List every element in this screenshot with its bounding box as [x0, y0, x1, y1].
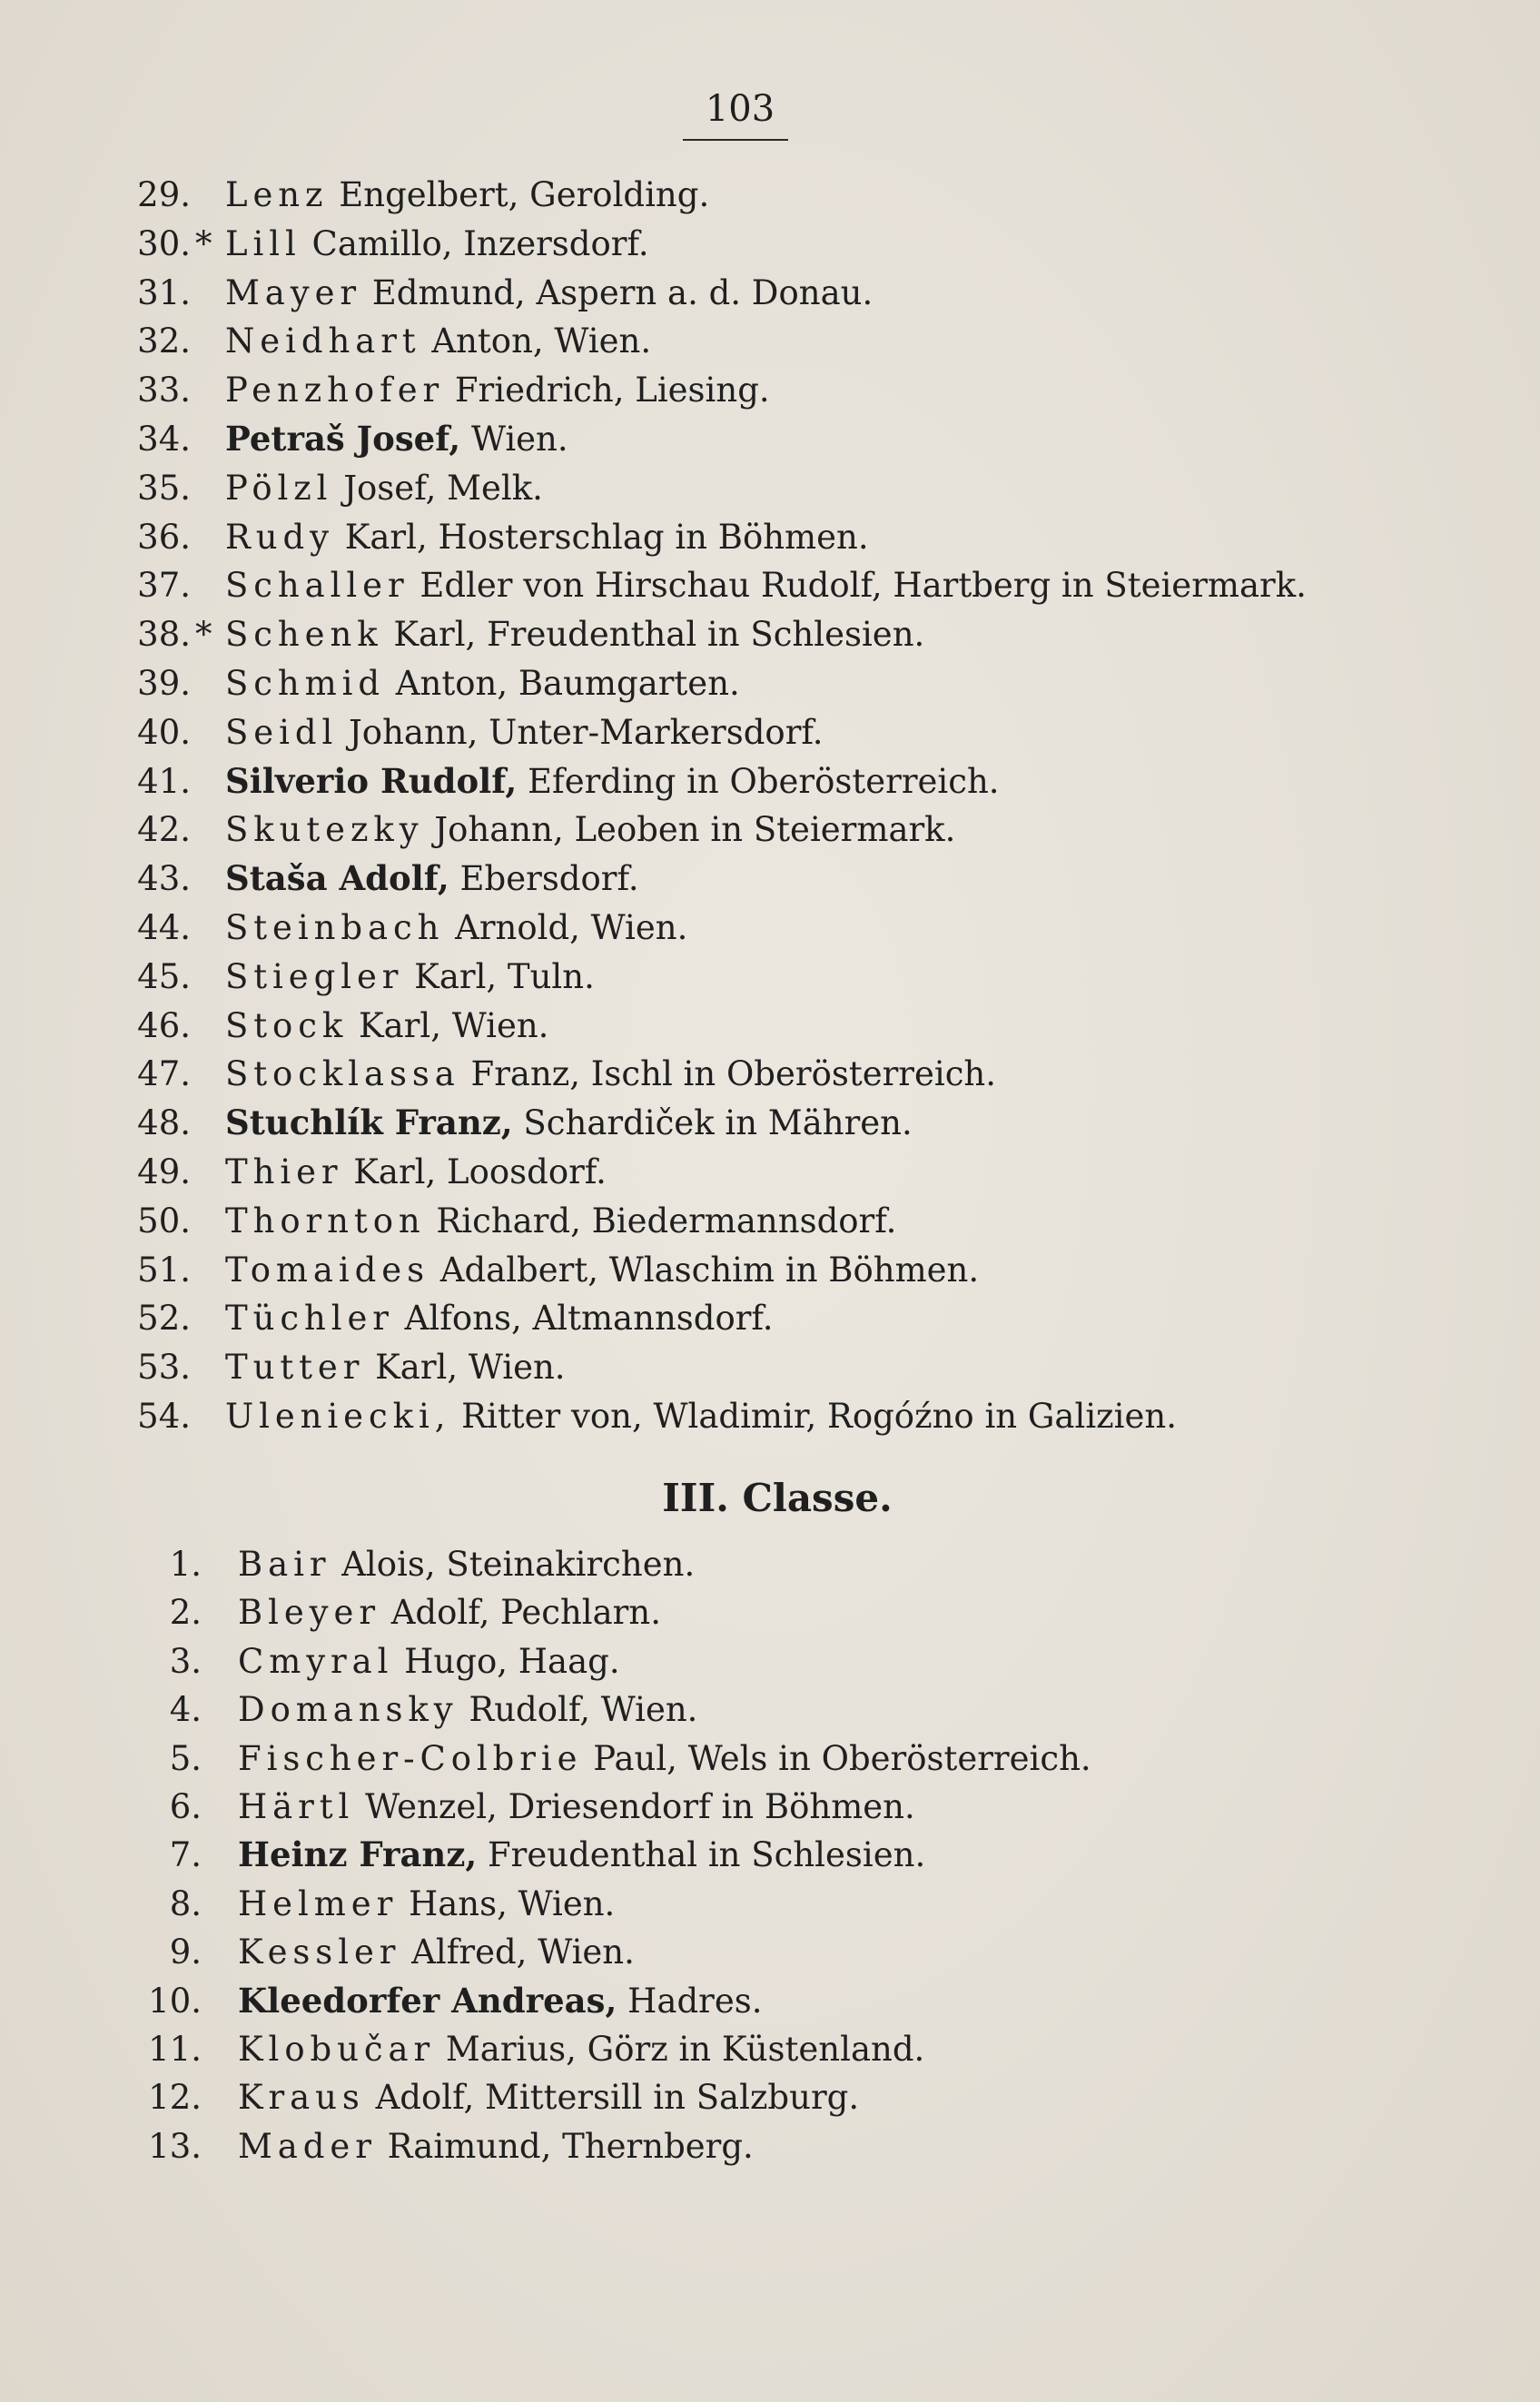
entry-surname: Kraus [238, 2078, 365, 2118]
entry-details: Alfred, Wien. [400, 1932, 635, 1972]
entry-number: 51. [137, 1250, 191, 1290]
entry-text [225, 220, 649, 269]
entry-number: 54. [137, 1396, 191, 1436]
entry-surname: Heinz Franz, [238, 1834, 478, 1875]
list-entry [0, 464, 1540, 513]
entry-details: Paul, Wels in Oberösterreich. [582, 1738, 1091, 1778]
entry-text [238, 1880, 615, 1928]
entry-surname: Seidl [225, 712, 339, 752]
entry-text [225, 561, 1307, 610]
entry-surname: Klobučar [238, 2029, 436, 2069]
entry-details: Freudenthal in Schlesien. [477, 1835, 926, 1875]
entry-details: Anton, Wien. [420, 321, 652, 361]
entry-text [225, 1002, 548, 1051]
entry-text [238, 2122, 754, 2170]
list-entry [0, 1540, 1540, 1588]
entry-number: 9. [169, 1932, 202, 1972]
list-entry [0, 1880, 1540, 1928]
entry-surname: Thornton [225, 1201, 426, 1241]
entry-surname: Kessler [238, 1932, 401, 1972]
entry-text [238, 2025, 924, 2073]
list-entry [0, 953, 1540, 1002]
list-entry [0, 561, 1540, 610]
entry-text [225, 659, 740, 708]
entry-text [225, 269, 873, 318]
entry-number: 34. [137, 419, 191, 459]
entry-number: 31. [137, 272, 191, 312]
student-list-continued [0, 171, 1540, 1441]
entry-text [225, 708, 824, 757]
entry-details: Franz, Ischl in Oberösterreich. [459, 1054, 997, 1094]
entry-surname: Lenz [225, 175, 329, 214]
entry-number: 1. [169, 1545, 202, 1584]
entry-surname: Mader [238, 2126, 377, 2166]
entry-number: 45. [137, 956, 191, 996]
entry-number: 7. [169, 1835, 202, 1875]
entry-details: Alfons, Altmannsdorf. [393, 1299, 774, 1339]
entry-number: 40. [137, 712, 191, 752]
entry-surname: Staša Adolf, [225, 858, 449, 899]
entry-surname: Stock [225, 1005, 349, 1045]
list-entry [0, 1197, 1540, 1246]
entry-text [225, 366, 770, 415]
entry-surname: Skutezky [225, 810, 424, 850]
list-entry [0, 659, 1540, 708]
entry-number: 48. [137, 1103, 191, 1143]
list-entry [0, 904, 1540, 953]
entry-surname: Bair [238, 1545, 331, 1584]
entry-text [225, 1148, 607, 1197]
entry-details: Karl, Freudenthal in Schlesien. [382, 615, 925, 655]
entry-text [238, 1831, 925, 1879]
entry-number: 35. [137, 468, 191, 508]
entry-details: Adalbert, Wlaschim in Böhmen. [429, 1250, 980, 1290]
entry-details: Karl, Wien. [348, 1005, 549, 1045]
entry-surname: Härtl [238, 1786, 355, 1826]
entry-text [225, 317, 651, 366]
entry-surname: Uleniecki, [225, 1396, 451, 1436]
entry-text [238, 1588, 661, 1636]
entry-details: Arnold, Wien. [444, 907, 688, 947]
entry-text [225, 953, 595, 1002]
list-entry [0, 171, 1540, 220]
entry-asterisk: * [195, 223, 212, 263]
entry-number: 30. [137, 223, 191, 263]
list-entry [0, 269, 1540, 318]
list-entry [0, 1148, 1540, 1197]
entry-number: 49. [137, 1152, 191, 1191]
entry-text [225, 1197, 896, 1246]
entry-details: Karl, Wien. [364, 1348, 566, 1388]
list-entry [0, 1246, 1540, 1295]
list-entry [0, 1735, 1540, 1783]
list-entry [0, 2025, 1540, 2073]
entry-details: Rudolf, Wien. [458, 1690, 698, 1730]
list-entry [0, 1831, 1540, 1879]
entry-number: 5. [169, 1738, 202, 1778]
list-entry [0, 1977, 1540, 2025]
list-entry [0, 610, 1540, 659]
entry-surname: Schmid [225, 663, 386, 703]
entry-text [238, 1637, 620, 1685]
list-entry [0, 220, 1540, 269]
entry-details: Camillo, Inzersdorf. [301, 223, 649, 263]
entry-text [238, 1685, 697, 1734]
entry-surname: Stocklassa [225, 1054, 460, 1094]
list-entry [0, 2073, 1540, 2121]
list-entry [0, 317, 1540, 366]
page-number: 103 [705, 88, 775, 130]
entry-text [225, 757, 1000, 806]
entry-text [225, 855, 639, 904]
entry-details: Hugo, Haag. [393, 1641, 620, 1681]
list-entry [0, 1392, 1540, 1441]
entry-details: Engelbert, Gerolding. [328, 175, 710, 214]
entry-surname: Stuchlík Franz, [225, 1102, 513, 1143]
entry-details: Richard, Biedermannsdorf. [425, 1201, 897, 1241]
entry-number: 36. [137, 517, 191, 557]
entry-number: 2. [169, 1593, 202, 1633]
list-entry [0, 1099, 1540, 1148]
entry-details: Ebersdorf. [449, 859, 639, 899]
entry-details: Johann, Leoben in Steiermark. [423, 810, 956, 850]
entry-surname: Kleedorfer Andreas, [238, 1980, 617, 2021]
entry-number: 29. [137, 175, 191, 214]
entry-surname: Silverio Rudolf, [225, 760, 518, 801]
entry-surname: Tomaides [225, 1250, 429, 1290]
entry-text [238, 1735, 1091, 1783]
entry-surname: Lill [225, 223, 301, 263]
list-entry [0, 806, 1540, 855]
entry-number: 50. [137, 1201, 191, 1241]
entry-number: 4. [169, 1690, 202, 1730]
entry-details: Hadres. [617, 1981, 763, 2021]
entry-surname: Schenk [225, 615, 383, 655]
entry-text [238, 1540, 695, 1588]
entry-details: Hans, Wien. [398, 1883, 616, 1923]
entry-surname: Helmer [238, 1883, 399, 1923]
entry-details: Friedrich, Liesing. [444, 371, 770, 410]
entry-asterisk: * [195, 615, 212, 655]
entry-text [225, 1294, 774, 1343]
list-entry [0, 855, 1540, 904]
entry-number: 46. [137, 1005, 191, 1045]
entry-details: Karl, Hosterschlag in Böhmen. [333, 517, 869, 557]
entry-text [225, 513, 869, 562]
entry-surname: Schaller [225, 566, 410, 606]
entry-text [238, 1783, 915, 1831]
entry-number: 13. [148, 2126, 202, 2166]
entry-details: Johann, Unter-Markersdorf. [338, 712, 824, 752]
entry-surname: Domansky [238, 1690, 459, 1730]
entry-details: Ritter von, Wladimir, Rogóźno in Galizien. [450, 1396, 1177, 1436]
entry-text [225, 1343, 566, 1392]
entry-text [225, 610, 924, 659]
entry-text [225, 171, 709, 220]
entry-surname: Thier [225, 1152, 343, 1191]
entry-details: Adolf, Pechlarn. [380, 1593, 661, 1633]
entry-number: 44. [137, 907, 191, 947]
entry-number: 12. [148, 2078, 202, 2118]
list-entry [0, 757, 1540, 806]
entry-number: 3. [169, 1641, 202, 1681]
entry-number: 32. [137, 321, 191, 361]
list-entry [0, 366, 1540, 415]
entry-number: 11. [148, 2029, 202, 2069]
list-entry [0, 513, 1540, 562]
entry-details: Karl, Loosdorf. [342, 1152, 607, 1191]
entry-text [225, 1246, 979, 1295]
list-entry [0, 1050, 1540, 1099]
entry-details: Anton, Baumgarten. [385, 663, 740, 703]
entry-details: Karl, Tuln. [403, 956, 595, 996]
entry-number: 37. [137, 566, 191, 606]
entry-details: Wenzel, Driesendorf in Böhmen. [354, 1786, 915, 1826]
list-entry [0, 415, 1540, 464]
entry-surname: Pölzl [225, 468, 333, 508]
entry-text [225, 904, 687, 953]
entry-number: 42. [137, 810, 191, 850]
entry-number: 6. [169, 1786, 202, 1826]
entry-surname: Tutter [225, 1348, 365, 1388]
entry-text [225, 1050, 996, 1099]
entry-details: Marius, Görz in Küstenland. [435, 2029, 925, 2069]
entry-text [225, 1099, 913, 1148]
list-entry [0, 1002, 1540, 1051]
entry-details: Schardiček in Mähren. [512, 1103, 913, 1143]
list-entry [0, 1637, 1540, 1685]
entry-text [238, 1928, 635, 1976]
entry-text [225, 464, 543, 513]
entry-surname: Steinbach [225, 907, 445, 947]
list-entry [0, 2122, 1540, 2170]
entry-surname: Tüchler [225, 1299, 394, 1339]
list-entry [0, 1685, 1540, 1734]
entry-number: 47. [137, 1054, 191, 1094]
list-entry [0, 1783, 1540, 1831]
entry-text [225, 806, 955, 855]
entry-number: 43. [137, 859, 191, 899]
entry-text [238, 2073, 859, 2121]
list-entry [0, 1294, 1540, 1343]
entry-surname: Rudy [225, 517, 334, 557]
entry-number: 10. [148, 1981, 202, 2021]
entry-number: 8. [169, 1883, 202, 1923]
student-list-class-3 [0, 1540, 1540, 2170]
entry-text [238, 1977, 762, 2025]
entry-surname: Mayer [225, 272, 362, 312]
entry-number: 53. [137, 1348, 191, 1388]
list-entry [0, 708, 1540, 757]
page-number-rule [683, 139, 788, 141]
list-entry [0, 1928, 1540, 1976]
entry-details: Josef, Melk. [332, 468, 543, 508]
entry-details: Eferding in Oberösterreich. [517, 761, 1000, 801]
entry-details: Edmund, Aspern a. d. Donau. [361, 272, 874, 312]
entry-surname: Petraš Josef, [225, 418, 461, 459]
section-heading: III. Classe. [662, 1476, 893, 1520]
entry-surname: Fischer-Colbrie [238, 1738, 583, 1778]
entry-text [225, 1392, 1177, 1441]
entry-number: 52. [137, 1299, 191, 1339]
entry-details: Alois, Steinakirchen. [331, 1545, 696, 1584]
entry-surname: Cmyral [238, 1641, 394, 1681]
entry-text [225, 415, 568, 464]
entry-number: 33. [137, 371, 191, 410]
entry-surname: Stiegler [225, 956, 404, 996]
entry-number: 41. [137, 761, 191, 801]
entry-surname: Bleyer [238, 1593, 380, 1633]
list-entry [0, 1343, 1540, 1392]
entry-details: Raimund, Thernberg. [376, 2126, 754, 2166]
entry-surname: Penzhofer [225, 371, 445, 410]
entry-details: Wien. [460, 419, 568, 459]
entry-number: 39. [137, 663, 191, 703]
entry-details: Edler von Hirschau Rudolf, Hartberg in Steiermark. [409, 566, 1307, 606]
entry-surname: Neidhart [225, 321, 421, 361]
list-entry [0, 1588, 1540, 1636]
entry-number: 38. [137, 615, 191, 655]
entry-details: Adolf, Mittersill in Salzburg. [364, 2078, 860, 2118]
